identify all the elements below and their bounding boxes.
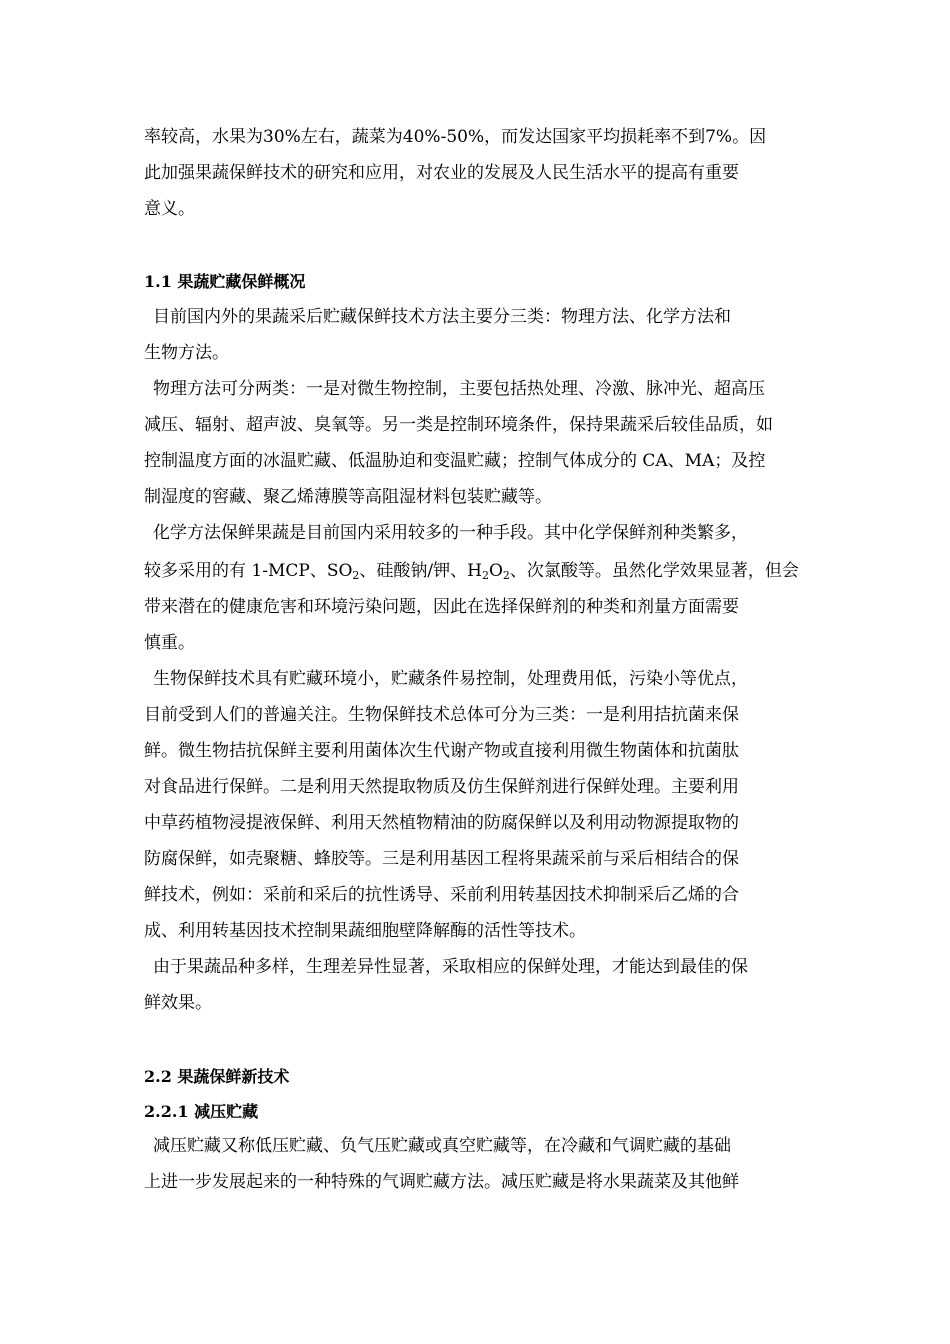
subscript: 2	[502, 569, 510, 582]
paragraph-line: 鲜技术，例如：采前和采后的抗性诱导、采前利用转基因技术抑制采后乙烯的合	[144, 885, 739, 905]
paragraph-line: 中草药植物浸提液保鲜、利用天然植物精油的防腐保鲜以及利用动物源提取物的	[144, 813, 739, 833]
section-heading-2-2: 2.2 果蔬保鲜新技术	[144, 1067, 290, 1086]
paragraph-line: 物理方法可分两类：一是对微生物控制，主要包括热处理、冷激、脉冲光、超高压	[153, 379, 765, 399]
text-segment: 、次氯酸等。虽然化学效果显著，但会	[509, 561, 799, 581]
intro-line-1: 率较高，水果为30%左右，蔬菜为40%-50%，而发达国家平均损耗率不到7%。因	[144, 127, 767, 147]
paragraph-line: 鲜。微生物拮抗保鲜主要利用菌体次生代谢产物或直接利用微生物菌体和抗菌肽	[144, 741, 739, 761]
text-segment: 、硅酸钠/钾、H	[359, 561, 482, 581]
paragraph-line: 对食品进行保鲜。二是利用天然提取物质及仿生保鲜剂进行保鲜处理。主要利用	[144, 777, 739, 797]
paragraph-line: 防腐保鲜，如壳聚糖、蜂胶等。三是利用基因工程将果蔬采前与采后相结合的保	[144, 849, 739, 869]
paragraph-line: 成、利用转基因技术控制果蔬细胞壁降解酶的活性等技术。	[144, 921, 586, 941]
subscript: 2	[481, 569, 489, 582]
section-heading-1-1: 1.1 果蔬贮藏保鲜概况	[144, 272, 306, 291]
paragraph-line: 上进一步发展起来的一种特殊的气调贮藏方法。减压贮藏是将水果蔬菜及其他鲜	[144, 1172, 739, 1192]
subscript: 2	[352, 569, 360, 582]
paragraph-line: 制湿度的窖藏、聚乙烯薄膜等高阻湿材料包装贮藏等。	[144, 487, 552, 507]
paragraph-line: 鲜效果。	[144, 993, 212, 1013]
paragraph-line: 目前受到人们的普遍关注。生物保鲜技术总体可分为三类：一是利用拮抗菌来保	[144, 705, 739, 725]
intro-line-3: 意义。	[144, 199, 195, 219]
paragraph-line: 生物保鲜技术具有贮藏环境小，贮藏条件易控制，处理费用低，污染小等优点，	[153, 669, 748, 689]
subsection-heading-2-2-1: 2.2.1 减压贮藏	[144, 1102, 259, 1121]
paragraph-line: 减压贮藏又称低压贮藏、负气压贮藏或真空贮藏等，在冷藏和气调贮藏的基础	[153, 1136, 731, 1156]
paragraph-line-chemical	[144, 560, 824, 582]
paragraph-line: 生物方法。	[144, 343, 229, 363]
text-segment: 较多采用的有 1-MCP、SO	[144, 561, 353, 581]
paragraph-line: 慎重。	[144, 633, 195, 653]
paragraph-line: 由于果蔬品种多样，生理差异性显著，采取相应的保鲜处理，才能达到最佳的保	[153, 957, 748, 977]
paragraph-line: 带来潜在的健康危害和环境污染问题，因此在选择保鲜剂的种类和剂量方面需要	[144, 597, 739, 617]
paragraph-line: 减压、辐射、超声波、臭氧等。另一类是控制环境条件，保持果蔬采后较佳品质，如	[144, 415, 773, 435]
paragraph-line: 目前国内外的果蔬采后贮藏保鲜技术方法主要分三类：物理方法、化学方法和	[153, 307, 731, 327]
intro-line-2: 此加强果蔬保鲜技术的研究和应用，对农业的发展及人民生活水平的提高有重要	[144, 163, 739, 183]
text-segment: O	[488, 561, 503, 581]
paragraph-line: 控制温度方面的冰温贮藏、低温胁迫和变温贮藏；控制气体成分的 CA、MA；及控	[144, 451, 766, 471]
paragraph-line: 化学方法保鲜果蔬是目前国内采用较多的一种手段。其中化学保鲜剂种类繁多，	[153, 523, 748, 543]
